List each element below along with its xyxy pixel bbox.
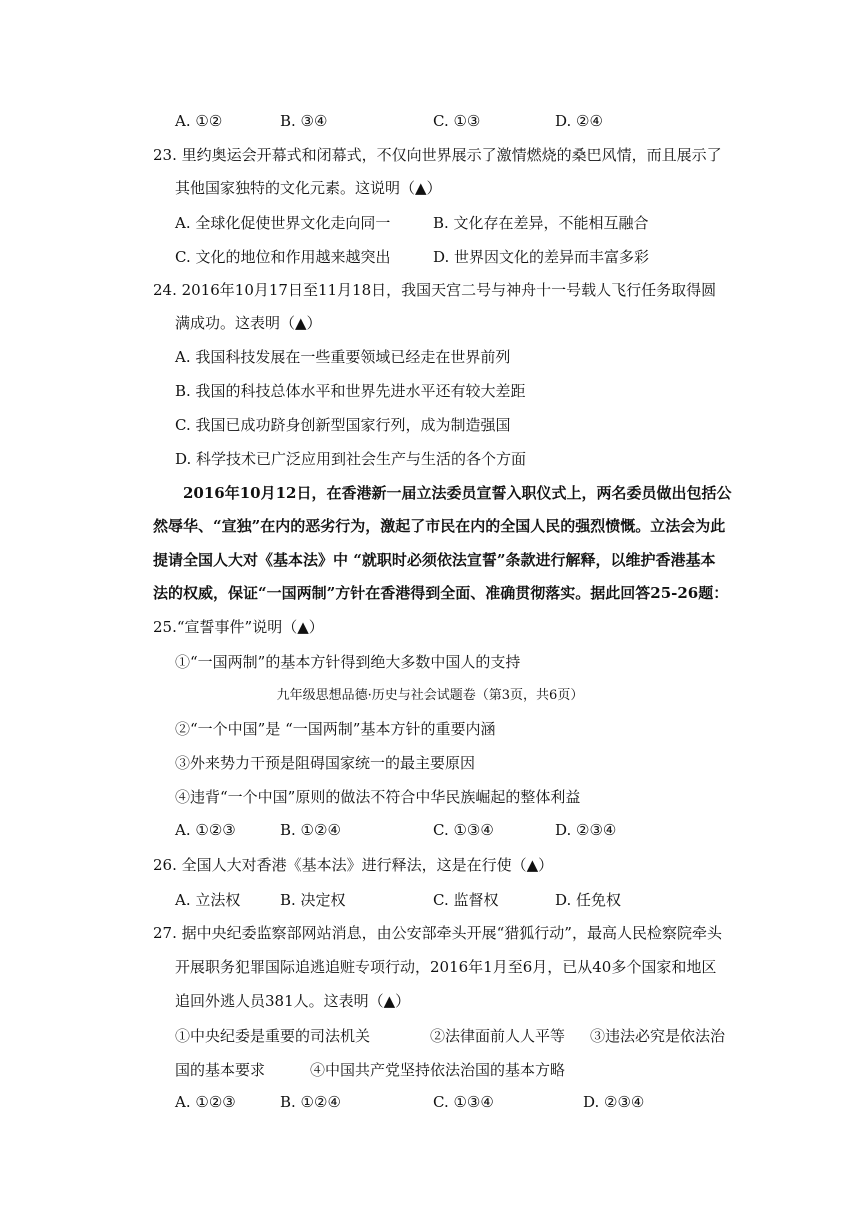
q27-options [175,1093,775,1113]
option-b: B. ③④ [280,112,328,130]
q26-stem: 26. 全国人大对香港《基本法》进行释法，这是在行使（▲） [153,856,554,874]
q27-stem-line2: 开展职务犯罪国际追逃追赃专项行动，2016年1月至6月，已从40多个国家和地区 [175,958,717,976]
q26-options [175,889,775,909]
q25-item-1: ①“一国两制”的基本方针得到绝大多数中国人的支持 [175,653,521,671]
material-line1: 2016年10月12日，在香港新一届立法委员宣誓入职仪式上，两名委员做出包括公 [183,484,732,502]
q23-option-d: D. 世界因文化的差异而丰富多彩 [433,248,650,266]
q24-option-c: C. 我国已成功跻身创新型国家行列，成为制造强国 [175,416,511,434]
q25-item-2: ②“一个中国”是 “一国两制”基本方针的重要内涵 [175,720,496,738]
q25-option-a: A. ①②③ [175,821,236,839]
option-d: D. ②④ [555,112,603,130]
q24-stem-line1: 24. 2016年10月17日至11月18日，我国天宫二号与神舟十一号载人飞行任务取得圆 [153,281,717,299]
q26-option-c: C. 监督权 [433,891,499,909]
q25-stem: 25.“宣誓事件”说明（▲） [153,618,324,636]
q25-option-d: D. ②③④ [555,821,617,839]
page-footer: 九年级思想品德·历史与社会试题卷（第3页，共6页） [276,688,584,703]
q24-option-a: A. 我国科技发展在一些重要领域已经走在世界前列 [175,348,511,366]
q27-item-1: ①中央纪委是重要的司法机关 [175,1027,371,1045]
q24-option-b: B. 我国的科技总体水平和世界先进水平还有较大差距 [175,382,526,400]
q25-options [175,821,775,841]
material-line4: 法的权威，保证“一国两制”方针在香港得到全面、准确贯彻落实。据此回答25-26题： [153,584,729,602]
q27-stem-line1: 27. 据中央纪委监察部网站消息，由公安部牵头开展“猎狐行动”，最高人民检察院牵头 [153,924,722,942]
q24-option-d: D. 科学技术已广泛应用到社会生产与生活的各个方面 [175,450,527,468]
q27-item-3a: ③违法必究是依法治 [590,1027,726,1045]
q27-item-3b: 国的基本要求 [175,1061,266,1079]
q23-option-b: B. 文化存在差异，不能相互融合 [433,214,649,232]
q23-option-a: A. 全球化促使世界文化走向同一 [175,214,391,232]
q23-options-row1 [175,212,775,232]
q24-stem-line2: 满成功。这表明（▲） [175,314,322,332]
q25-item-3: ③外来势力干预是阻碍国家统一的最主要原因 [175,754,476,772]
q25-item-4: ④违背“一个中国”原则的做法不符合中华民族崛起的整体利益 [175,788,581,806]
q27-items-row1 [175,1025,775,1045]
material-line2: 然辱华、“宣独”在内的恶劣行为，激起了市民在内的全国人民的强烈愤慨。立法会为此 [153,517,726,535]
q27-option-a: A. ①②③ [175,1093,236,1111]
option-a: A. ①② [175,112,223,130]
q26-option-d: D. 任免权 [555,891,622,909]
q27-stem-line3: 追回外逃人员381人。这表明（▲） [175,992,411,1010]
q26-option-b: B. 决定权 [280,891,346,909]
q26-option-a: A. 立法权 [175,891,241,909]
q27-item-4: ④中国共产党坚持依法治国的基本方略 [310,1061,566,1079]
q27-option-c: C. ①③④ [433,1093,494,1111]
q25-option-c: C. ①③④ [433,821,494,839]
q23-stem-line2: 其他国家独特的文化元素。这说明（▲） [175,179,442,197]
q27-items-row2 [175,1059,775,1079]
q23-option-c: C. 文化的地位和作用越来越突出 [175,248,391,266]
q23-stem-line1: 23. 里约奥运会开幕式和闭幕式，不仅向世界展示了激情燃烧的桑巴风情，而且展示了 [153,146,722,164]
q27-option-b: B. ①②④ [280,1093,341,1111]
option-c: C. ①③ [433,112,481,130]
q27-item-2: ②法律面前人人平等 [430,1027,566,1045]
prev-question-options [175,112,775,132]
q23-options-row2 [175,246,775,266]
material-line3: 提请全国人大对《基本法》中 “就职时必须依法宣誓”条款进行解释，以维护香港基本 [153,551,716,569]
q27-option-d: D. ②③④ [583,1093,645,1111]
q25-option-b: B. ①②④ [280,821,341,839]
